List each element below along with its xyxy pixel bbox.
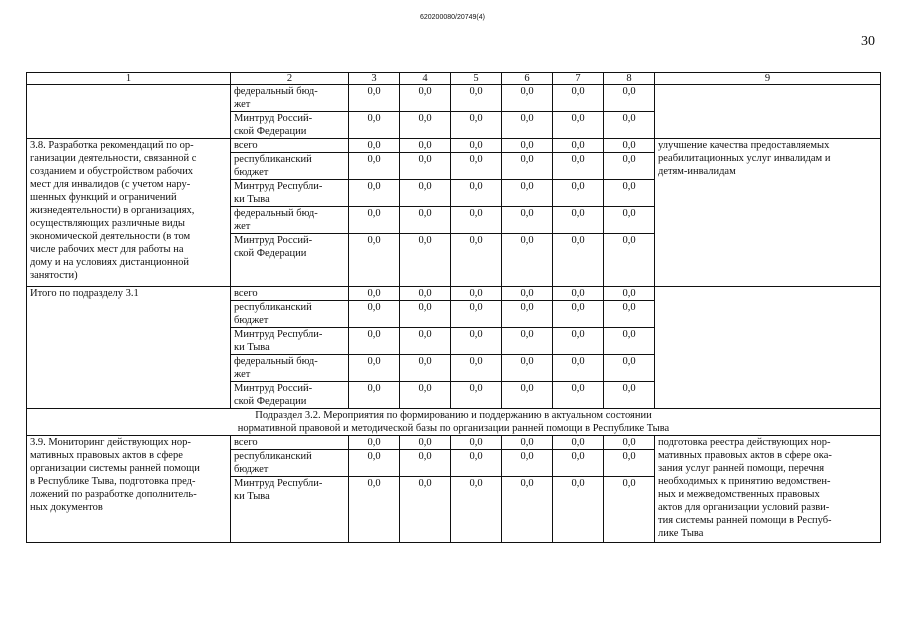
page-number: 30 <box>861 34 875 49</box>
value-cell: 0,0 <box>400 450 451 477</box>
value-cell: 0,0 <box>349 234 400 287</box>
value-cell: 0,0 <box>451 301 502 328</box>
value-cell: 0,0 <box>553 180 604 207</box>
value-cell: 0,0 <box>604 301 655 328</box>
value-cell: 0,0 <box>604 112 655 139</box>
value-cell: 0,0 <box>502 382 553 409</box>
value-cell: 0,0 <box>553 287 604 301</box>
value-cell: 0,0 <box>349 328 400 355</box>
funding-source-cell: Минтруд Россий- ской Федерации <box>231 382 349 409</box>
column-header: 8 <box>604 73 655 85</box>
column-header: 5 <box>451 73 502 85</box>
value-cell: 0,0 <box>502 139 553 153</box>
funding-source-cell: республиканский бюджет <box>231 450 349 477</box>
value-cell: 0,0 <box>502 112 553 139</box>
value-cell: 0,0 <box>604 382 655 409</box>
value-cell: 0,0 <box>400 382 451 409</box>
value-cell: 0,0 <box>553 450 604 477</box>
result-cell <box>655 287 881 409</box>
funding-source-cell: республиканский бюджет <box>231 301 349 328</box>
activity-cell: Итого по подразделу 3.1 <box>27 287 231 409</box>
value-cell: 0,0 <box>502 85 553 112</box>
value-cell: 0,0 <box>553 153 604 180</box>
column-header: 4 <box>400 73 451 85</box>
value-cell: 0,0 <box>400 112 451 139</box>
value-cell: 0,0 <box>502 301 553 328</box>
subsection-row <box>27 409 881 436</box>
value-cell: 0,0 <box>502 450 553 477</box>
subsection-title: Подраздел 3.2. Мероприятия по формированию и поддержанию в актуальном состоянии нормативной правовой и методической базы по организации ранней помощи в Республике Тыва <box>27 409 881 436</box>
column-header: 2 <box>231 73 349 85</box>
value-cell: 0,0 <box>502 180 553 207</box>
value-cell: 0,0 <box>349 139 400 153</box>
funding-source-cell: всего <box>231 287 349 301</box>
value-cell: 0,0 <box>553 234 604 287</box>
value-cell: 0,0 <box>604 450 655 477</box>
funding-source-cell: Минтруд Республи- ки Тыва <box>231 180 349 207</box>
value-cell: 0,0 <box>400 234 451 287</box>
table-row <box>27 139 881 153</box>
value-cell: 0,0 <box>400 85 451 112</box>
value-cell: 0,0 <box>349 355 400 382</box>
value-cell: 0,0 <box>502 287 553 301</box>
value-cell: 0,0 <box>400 301 451 328</box>
value-cell: 0,0 <box>604 139 655 153</box>
budget-table <box>26 72 881 543</box>
value-cell: 0,0 <box>553 355 604 382</box>
value-cell: 0,0 <box>349 436 400 450</box>
funding-source-cell: Минтруд Республи- ки Тыва <box>231 477 349 543</box>
value-cell: 0,0 <box>553 328 604 355</box>
value-cell: 0,0 <box>604 328 655 355</box>
result-cell <box>655 85 881 139</box>
value-cell: 0,0 <box>349 153 400 180</box>
value-cell: 0,0 <box>604 355 655 382</box>
value-cell: 0,0 <box>400 477 451 543</box>
column-header: 7 <box>553 73 604 85</box>
value-cell: 0,0 <box>604 207 655 234</box>
funding-source-cell: всего <box>231 139 349 153</box>
value-cell: 0,0 <box>604 153 655 180</box>
value-cell: 0,0 <box>604 85 655 112</box>
funding-source-cell: федеральный бюд- жет <box>231 355 349 382</box>
value-cell: 0,0 <box>502 355 553 382</box>
funding-source-cell: республиканский бюджет <box>231 153 349 180</box>
value-cell: 0,0 <box>502 153 553 180</box>
value-cell: 0,0 <box>553 85 604 112</box>
value-cell: 0,0 <box>604 477 655 543</box>
value-cell: 0,0 <box>451 112 502 139</box>
value-cell: 0,0 <box>451 436 502 450</box>
value-cell: 0,0 <box>451 382 502 409</box>
value-cell: 0,0 <box>451 477 502 543</box>
value-cell: 0,0 <box>400 153 451 180</box>
value-cell: 0,0 <box>502 328 553 355</box>
table-row <box>27 287 881 301</box>
value-cell: 0,0 <box>451 450 502 477</box>
value-cell: 0,0 <box>349 477 400 543</box>
value-cell: 0,0 <box>349 450 400 477</box>
value-cell: 0,0 <box>502 436 553 450</box>
activity-cell: 3.9. Мониторинг действующих нор- мативных правовых актов в сфере организации системы ранней помощи в Республике Тыва, подготовка пред- ложений по разработке дополнитель- ных документов <box>27 436 231 543</box>
funding-source-cell: всего <box>231 436 349 450</box>
value-cell: 0,0 <box>604 180 655 207</box>
value-cell: 0,0 <box>400 287 451 301</box>
value-cell: 0,0 <box>451 180 502 207</box>
value-cell: 0,0 <box>451 355 502 382</box>
value-cell: 0,0 <box>451 85 502 112</box>
funding-source-cell: Минтруд Россий- ской Федерации <box>231 234 349 287</box>
table-row <box>27 85 881 112</box>
value-cell: 0,0 <box>451 234 502 287</box>
column-header: 9 <box>655 73 881 85</box>
value-cell: 0,0 <box>400 207 451 234</box>
result-cell: подготовка реестра действующих нор- мативных правовых актов в сфере ока- зания услуг ранней помощи, перечня необходимых к принятию ведомствен- ных и межведомственных правовых актов для организации условий разви- тия системы ранней помощи в Респуб- лике Тыва <box>655 436 881 543</box>
result-cell: улучшение качества предоставляемых реабилитационных услуг инвалидам и детям-инвалидам <box>655 139 881 287</box>
value-cell: 0,0 <box>553 382 604 409</box>
value-cell: 0,0 <box>502 207 553 234</box>
value-cell: 0,0 <box>400 139 451 153</box>
value-cell: 0,0 <box>553 112 604 139</box>
value-cell: 0,0 <box>502 477 553 543</box>
value-cell: 0,0 <box>349 287 400 301</box>
value-cell: 0,0 <box>400 328 451 355</box>
funding-source-cell: федеральный бюд- жет <box>231 85 349 112</box>
table-row <box>27 436 881 450</box>
value-cell: 0,0 <box>553 436 604 450</box>
value-cell: 0,0 <box>604 234 655 287</box>
column-header: 6 <box>502 73 553 85</box>
value-cell: 0,0 <box>349 301 400 328</box>
value-cell: 0,0 <box>604 436 655 450</box>
value-cell: 0,0 <box>451 328 502 355</box>
value-cell: 0,0 <box>604 287 655 301</box>
value-cell: 0,0 <box>349 382 400 409</box>
value-cell: 0,0 <box>553 207 604 234</box>
column-header: 1 <box>27 73 231 85</box>
value-cell: 0,0 <box>349 112 400 139</box>
activity-cell: 3.8. Разработка рекомендаций по ор- ганизации деятельности, связанной с созданием и обустройством рабочих мест для инвалидов (с учетом нару- шенных функций и ограничений жизнедеятельности) в организациях, осуществляющих различные виды экономической деятельности (в том числе рабочих мест для работы на дому и на условиях дистанционной занятости) <box>27 139 231 287</box>
value-cell: 0,0 <box>553 477 604 543</box>
value-cell: 0,0 <box>553 301 604 328</box>
column-header: 3 <box>349 73 400 85</box>
funding-source-cell: Минтруд Россий- ской Федерации <box>231 112 349 139</box>
value-cell: 0,0 <box>451 287 502 301</box>
activity-cell <box>27 85 231 139</box>
value-cell: 0,0 <box>451 153 502 180</box>
value-cell: 0,0 <box>349 180 400 207</box>
value-cell: 0,0 <box>349 85 400 112</box>
value-cell: 0,0 <box>400 436 451 450</box>
document-code: 620200080/20749(4) <box>419 14 485 21</box>
funding-source-cell: Минтруд Республи- ки Тыва <box>231 328 349 355</box>
funding-source-cell: федеральный бюд- жет <box>231 207 349 234</box>
header-row <box>27 73 881 85</box>
value-cell: 0,0 <box>400 355 451 382</box>
value-cell: 0,0 <box>502 234 553 287</box>
value-cell: 0,0 <box>349 207 400 234</box>
value-cell: 0,0 <box>451 207 502 234</box>
value-cell: 0,0 <box>400 180 451 207</box>
value-cell: 0,0 <box>451 139 502 153</box>
value-cell: 0,0 <box>553 139 604 153</box>
